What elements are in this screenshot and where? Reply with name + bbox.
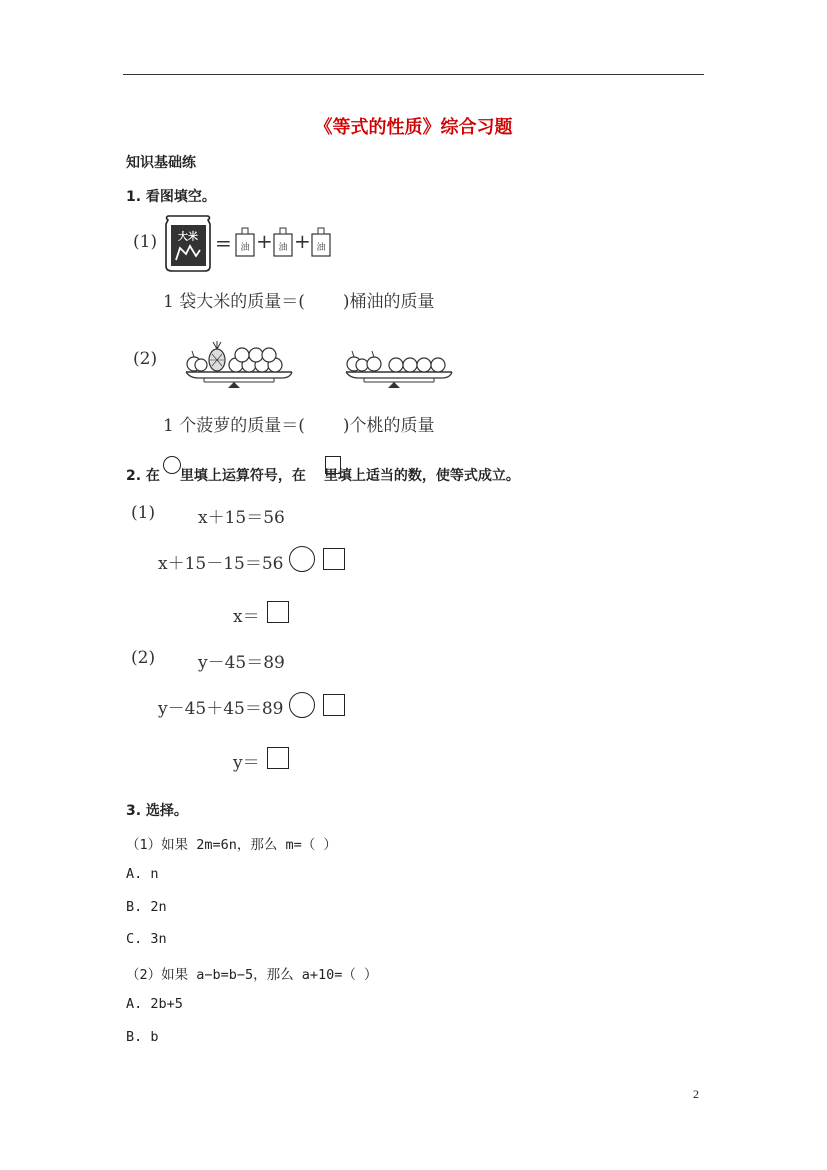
svg-text:大米: 大米: [178, 232, 198, 243]
page-title: 《等式的性质》综合习题: [314, 117, 513, 138]
q1-part2-sentence-a: 1 个菠萝的质量＝(: [163, 416, 305, 436]
svg-text:+: +: [256, 229, 273, 253]
question-2-label: [126, 465, 520, 485]
q2-part1-step: x＋15－15＝56: [158, 554, 284, 574]
q2-part2-result: y＝: [233, 753, 260, 773]
header-rule: [123, 74, 704, 75]
question-3-label: 3. 选择。: [126, 803, 188, 819]
q2-part2-number: (2): [131, 648, 156, 668]
q3-sub2-option-b[interactable]: B. b: [126, 1029, 159, 1045]
q2-label-part-a: 2. 在: [126, 468, 160, 484]
q2-part2-step: y－45＋45＝89: [158, 699, 284, 719]
oil-bottle-icon-1: [236, 228, 254, 256]
svg-text:+: +: [294, 229, 311, 253]
q2-part1-answer-input[interactable]: [267, 601, 289, 623]
q3-sub2-option-a[interactable]: A. 2b+5: [126, 996, 183, 1012]
q2-label-part-c: 里填上适当的数，使等式成立。: [323, 468, 520, 484]
oil-bottle-icon-2: [274, 228, 292, 256]
q3-sub1-option-c[interactable]: C. 3n: [126, 931, 167, 947]
q3-sub2-question: （2）如果 a−b=b−5，那么 a+10=（ ）: [126, 967, 378, 983]
scale-left-icon: [186, 341, 292, 388]
scale-right-icon: [346, 351, 452, 388]
q3-sub1-option-a[interactable]: A. n: [126, 866, 159, 882]
q2-part2-number-input[interactable]: [323, 694, 345, 716]
q3-sub1-question: （1）如果 2m=6n，那么 m=（ ）: [126, 837, 337, 853]
q1-part2-number: (2): [133, 349, 158, 369]
svg-text:油: 油: [316, 243, 326, 253]
q2-part1-equation: x＋15＝56: [198, 508, 285, 528]
svg-text:油: 油: [240, 243, 250, 253]
q2-part1-number-input[interactable]: [323, 548, 345, 570]
svg-text:油: 油: [278, 243, 288, 253]
q1-part1-sentence-a: 1 袋大米的质量＝(: [163, 292, 305, 312]
q2-part1-number: (1): [131, 503, 156, 523]
q1-part1-number: (1): [133, 232, 158, 252]
q2-part2-answer-input[interactable]: [267, 747, 289, 769]
rice-bag-icon: [166, 216, 210, 271]
q2-part1-result: x＝: [233, 607, 260, 627]
section-heading: 知识基础练: [126, 155, 196, 171]
oil-bottle-icon-3: [312, 228, 330, 256]
q2-part2-equation: y－45＝89: [198, 653, 285, 673]
q1-part2-sentence: [163, 411, 435, 436]
q2-part2-operator-input[interactable]: [289, 692, 315, 718]
question-1-label: 1. 看图填空。: [126, 189, 216, 205]
q1-part1-sentence: [163, 287, 435, 312]
q2-label-part-b: 里填上运算符号，在: [179, 468, 306, 484]
q3-sub1-option-b[interactable]: B. 2n: [126, 899, 167, 915]
page-number: 2: [693, 1087, 699, 1101]
rice-oil-figure: [160, 214, 340, 274]
svg-text:=: =: [215, 231, 232, 255]
q2-part1-operator-input[interactable]: [289, 546, 315, 572]
q1-part2-sentence-b: )个桃的质量: [342, 416, 435, 436]
balance-scale-figure: [184, 340, 464, 390]
operator-circle-icon: [163, 456, 181, 474]
q1-part1-sentence-b: )桶油的质量: [342, 292, 435, 312]
number-box-icon: [325, 456, 341, 474]
